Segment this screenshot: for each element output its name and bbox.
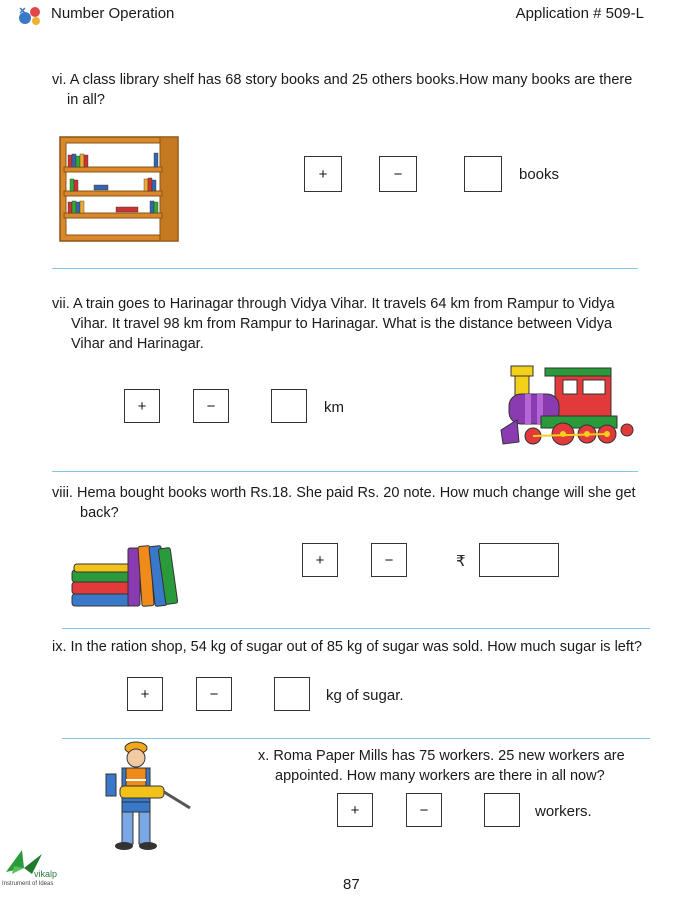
answer-input-box[interactable] — [271, 389, 307, 423]
plus-option-box[interactable]: + — [304, 156, 342, 192]
plus-option-box[interactable]: + — [127, 677, 163, 711]
question-ix — [52, 637, 667, 657]
section-divider — [52, 471, 638, 472]
question-text-line: appointed. How many workers are there in all now? — [275, 768, 605, 784]
rupee-symbol: ₹ — [456, 553, 466, 570]
section-divider — [52, 268, 638, 269]
question-number: vii. — [52, 296, 70, 312]
question-viii — [52, 483, 657, 523]
question-text-line: back? — [80, 505, 119, 521]
answer-unit: km — [324, 399, 344, 416]
worker-illustration — [98, 740, 194, 852]
question-x — [258, 746, 658, 786]
header-title: Number Operation — [51, 5, 175, 22]
answer-unit: kg of sugar. — [326, 687, 404, 704]
page-number: 87 — [343, 876, 360, 893]
minus-option-box[interactable]: − — [371, 543, 407, 577]
question-number: viii. — [52, 485, 73, 501]
minus-option-box[interactable]: − — [379, 156, 417, 192]
question-number: vi. — [52, 72, 67, 88]
books-stack-illustration — [70, 542, 178, 608]
section-divider — [62, 628, 650, 629]
question-text-line: Hema bought books worth Rs.18. She paid Rs. 20 note. How much change will she get — [76, 485, 636, 501]
question-text-line: A train goes to Harinagar through Vidya Vihar. It travels 64 km from Rampur to Vidya — [72, 296, 615, 312]
minus-option-box[interactable]: − — [196, 677, 232, 711]
answer-input-box[interactable] — [484, 793, 520, 827]
question-text-line: Vihar. It travel 98 km from Rampur to Harinagar. What is the distance between Vidya — [71, 316, 613, 332]
answer-input-box[interactable] — [479, 543, 559, 577]
minus-option-box[interactable]: − — [406, 793, 442, 827]
answer-unit: workers. — [535, 803, 592, 820]
bookshelf-illustration — [58, 135, 180, 243]
plus-option-box[interactable]: + — [124, 389, 160, 423]
question-text-line: Roma Paper Mills has 75 workers. 25 new workers are — [273, 748, 625, 764]
question-number: x. — [258, 748, 270, 764]
question-text-line: Vihar and Harinagar. — [71, 336, 204, 352]
question-vii — [52, 294, 652, 354]
header-logo-icon — [17, 4, 43, 26]
answer-input-box[interactable] — [274, 677, 310, 711]
question-text-line: A class library shelf has 68 story books and 25 others books.How many books are there — [69, 72, 633, 88]
question-vi — [52, 70, 652, 110]
question-text-line: in all? — [67, 92, 105, 108]
plus-option-box[interactable]: + — [302, 543, 338, 577]
answer-input-box[interactable] — [464, 156, 502, 192]
plus-option-box[interactable]: + — [337, 793, 373, 827]
train-illustration — [497, 360, 637, 452]
footer-tagline: Instrument of Ideas — [2, 881, 54, 887]
header-code: Application # 509-L — [515, 5, 644, 22]
question-number: ix. — [52, 639, 67, 655]
minus-option-box[interactable]: − — [193, 389, 229, 423]
footer-brand: vikalp — [34, 869, 58, 879]
section-divider — [62, 738, 650, 739]
answer-unit: books — [519, 166, 560, 183]
question-text-line: In the ration shop, 54 kg of sugar out of 85 kg of sugar was sold. How much sugar is left? — [70, 639, 642, 655]
